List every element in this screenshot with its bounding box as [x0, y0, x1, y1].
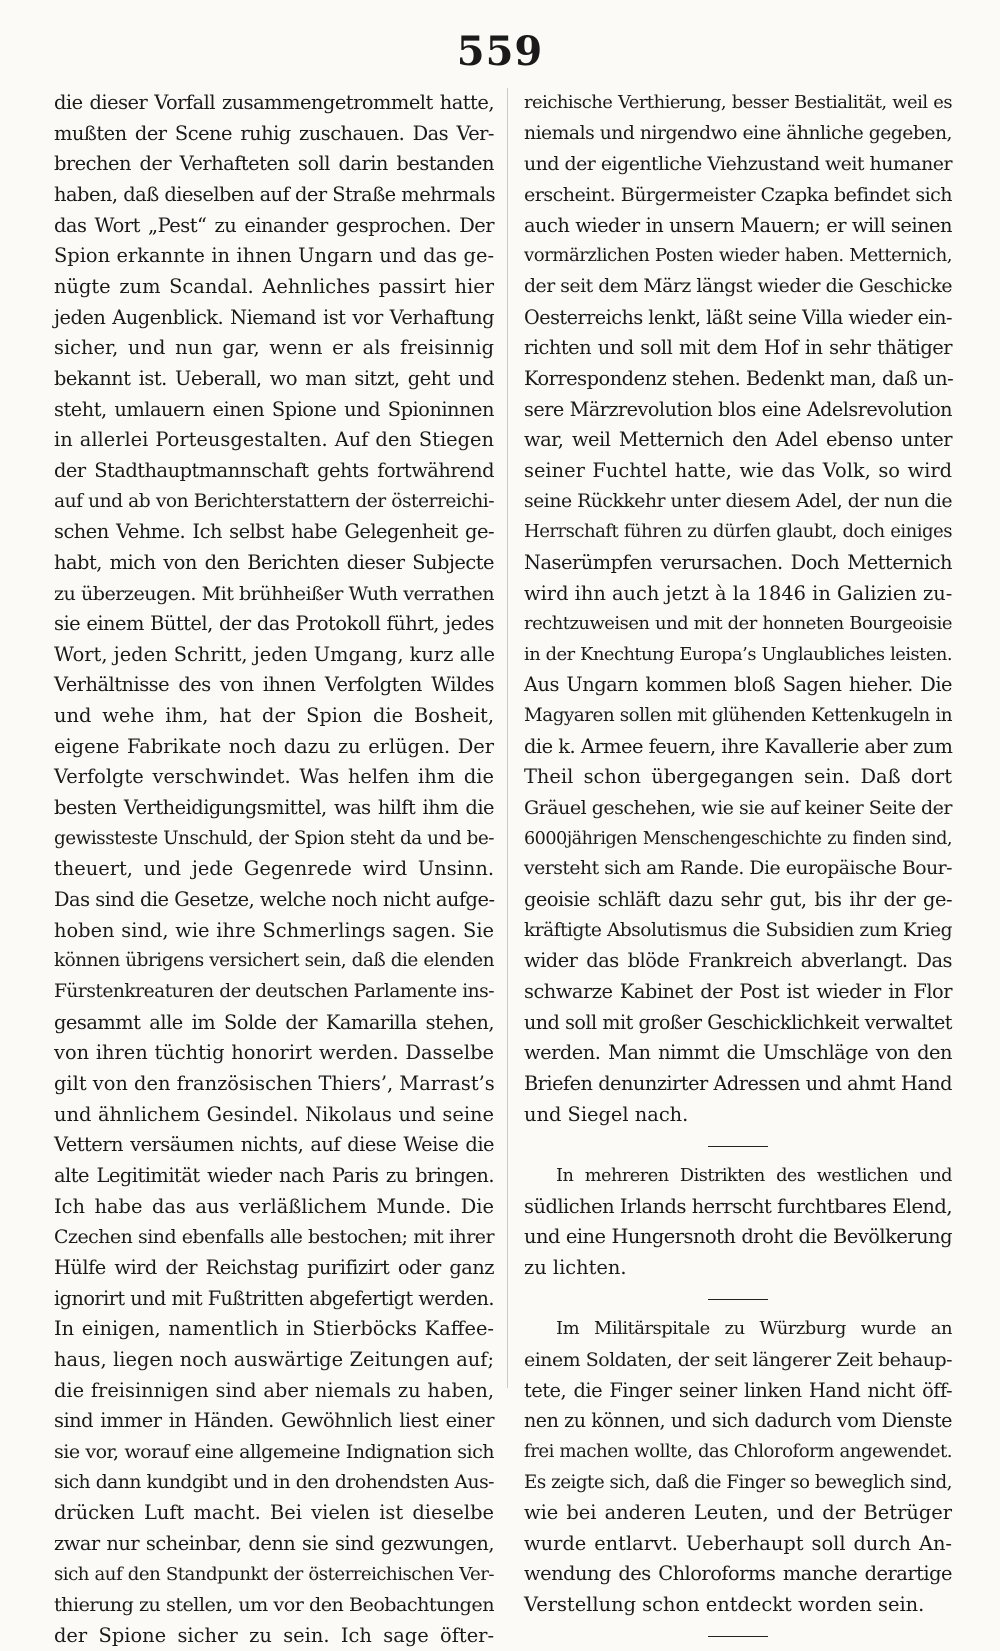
text-line: wie bei anderen Leuten, und der Betrüger [524, 1501, 952, 1525]
right-column [524, 88, 952, 1651]
text-line: Naserümpfen verursachen. Doch Metternich [524, 550, 952, 574]
text-line: nügte zum Scandal. Aehnliches passirt hier [54, 274, 494, 298]
text-line: Aus Ungarn kommen bloß Sagen hieher. Die [524, 673, 952, 697]
text-line: und wehe ihm, hat der Spion die Bosheit, [54, 704, 494, 728]
text-line: können übrigens versichert sein, daß die elenden [54, 950, 494, 972]
text-line: gesammt alle im Solde der Kamarilla stehen, [54, 1010, 494, 1034]
section-divider-rule [524, 1284, 952, 1315]
text-line: hoben sind, wie ihre Schmerlings sagen. Sie [54, 918, 494, 942]
text-line: der Stadthauptmannschaft gehts fortwährend [54, 458, 494, 482]
text-line: Verhältnisse des von ihnen Verfolgten Wildes [54, 673, 494, 697]
text-line: Magyaren sollen mit glühenden Kettenkugeln in [524, 705, 952, 727]
text-line: gewissteste Unschuld, der Spion steht da und be- [54, 827, 494, 849]
text-line: sich auf den Standpunkt der österreichischen Ver- [54, 1563, 494, 1585]
text-line: zu lichten. [524, 1255, 627, 1279]
text-line: schen Vehme. Ich selbst habe Gelegenheit ge- [54, 520, 494, 544]
text-line: die dieser Vorfall zusammengetrommelt hatte, [54, 91, 494, 114]
text-line: sie einem Büttel, der das Protokoll führt, jedes [54, 612, 494, 636]
text-line: Fürstenkreaturen der deutschen Parlamente ins- [54, 981, 494, 1003]
text-line: zu überzeugen. Mit brühheißer Wuth verrathen [54, 581, 494, 605]
text-line: wendung des Chloroforms manche derartige [524, 1562, 952, 1586]
text-line: theuert, und jede Gegenrede wird Unsinn. [54, 857, 494, 881]
text-line: in allerlei Porteusgestalten. Auf den Stiegen [54, 428, 494, 452]
text-line: gilt von den französischen Thiers’, Marrast’s [54, 1072, 495, 1095]
text-line: besten Vertheidigungsmittel, was hilft ihm die [54, 796, 494, 820]
text-line: Verstellung schon entdeckt worden sein. [524, 1593, 925, 1617]
text-line: war, weil Metternich den Adel ebenso unter [524, 428, 952, 452]
text-line: und Siegel nach. [524, 1102, 689, 1126]
text-line: richten und soll mit dem Hof in sehr thätiger [524, 336, 952, 360]
text-line: in der Knechtung Europa’s Unglaubliches leisten. [524, 643, 952, 665]
left-column [54, 88, 494, 1651]
text-line: und ähnlichem Gesindel. Nikolaus und seine [54, 1102, 494, 1126]
text-line: wird ihn auch jetzt à la 1846 in Galizien zu- [524, 581, 953, 605]
text-line: Theil schon übergegangen sein. Daß dort [524, 765, 952, 789]
column-divider [507, 88, 508, 1388]
section-divider-rule [524, 1621, 952, 1651]
text-line: In mehreren Distrikten des westlichen und [556, 1165, 952, 1186]
text-line: mußten der Scene ruhig zuschauen. Das Ver- [54, 121, 494, 145]
text-line: haben, daß dieselben auf der Straße mehrmals [54, 182, 496, 206]
text-line: tete, die Finger seiner linken Hand nicht öff- [524, 1378, 952, 1402]
text-line: südlichen Irlands herrscht furchtbares Elend, [524, 1194, 952, 1218]
text-line: Hülfe wird der Reichstag purifizirt oder ganz [54, 1255, 494, 1279]
text-line: und der eigentliche Viehzustand weit humaner [524, 153, 952, 176]
text-line: niemals und nirgendwo eine ähnliche gegeben, [524, 122, 952, 144]
text-line: Es zeigte sich, daß die Finger so beweglich sind, [524, 1471, 952, 1493]
text-line: der seit dem März längst wieder die Geschicke [524, 275, 952, 297]
text-line: Das sind die Gesetze, welche noch nicht aufge- [54, 888, 495, 912]
text-line: sind immer in Händen. Gewöhnlich liest einer [54, 1409, 494, 1433]
text-line: vormärzlichen Posten wieder haben. Metternich, [524, 245, 952, 267]
text-line: Czechen sind ebenfalls alle bestochen; mit ihrer [54, 1226, 494, 1249]
text-line: reichische Verthierung, besser Bestialität, weil es [524, 92, 952, 113]
text-line: drücken Luft macht. Bei vielen ist dieselbe [54, 1501, 494, 1525]
text-line: das Wort „Pest“ zu einander gesprochen. Der [54, 213, 494, 237]
page-number: 559 [456, 28, 544, 75]
text-line: und soll mit großer Geschicklichkeit verwaltet [524, 1010, 952, 1034]
text-line: seiner Fuchtel hatte, wie das Volk, so wird [524, 458, 952, 482]
text-line: Spion erkannte in ihnen Ungarn und das ge- [54, 244, 494, 268]
text-line: Ich habe das aus verläßlichem Munde. Die [54, 1194, 494, 1218]
text-line: sicher, und nun gar, wenn er als freisinnig [54, 336, 494, 360]
text-line: Gräuel geschehen, wie sie auf keiner Seite der [524, 797, 952, 820]
text-line: Wort, jeden Schritt, jeden Umgang, kurz alle [54, 642, 496, 666]
text-line: ignorirt und mit Fußtritten abgefertigt werden. [54, 1286, 494, 1310]
text-line: geoisie schläft dazu sehr gut, bis ihr der ge- [524, 888, 952, 912]
text-line: zwar nur scheinbar, denn sie sind gezwungen, [54, 1531, 494, 1555]
text-line: sie vor, worauf eine allgemeine Indignation sich [54, 1440, 494, 1463]
text-line: einem Soldaten, der seit längerer Zeit behaup- [524, 1348, 952, 1371]
text-line: bekannt ist. Ueberall, wo man sitzt, geht und [54, 366, 494, 390]
text-line: brechen der Verhafteten soll darin bestanden [54, 152, 494, 176]
text-line: sere Märzrevolution blos eine Adelsrevolution [524, 397, 952, 421]
text-line: eigene Fabrikate noch dazu zu erlügen. Der [54, 734, 494, 758]
text-line: habt, mich von den Berichten dieser Subjecte [54, 550, 494, 574]
text-line: Verfolgte verschwindet. Was helfen ihm die [54, 765, 494, 789]
text-line: wider das blöde Frankreich abverlangt. Das [524, 949, 952, 973]
text-line: die k. Armee feuern, ihre Kavallerie aber zum [524, 734, 953, 758]
text-line: Oesterreichs lenkt, läßt seine Villa wieder ein- [524, 305, 952, 329]
text-line: nen zu können, und sich dadurch vom Dienste [524, 1409, 952, 1433]
text-line: frei machen wollte, das Chloroform angewendet. [524, 1440, 952, 1462]
text-line: wurde entlarvt. Ueberhaupt soll durch An- [524, 1531, 952, 1555]
text-line: die freisinnigen sind aber niemals zu haben, [54, 1378, 494, 1402]
text-line: alte Legitimität wieder nach Paris zu bringen. [54, 1163, 494, 1187]
text-line: auf und ab von Berichterstattern der österreichi- [54, 490, 494, 512]
text-line: schwarze Kabinet der Post ist wieder in Flor [524, 980, 952, 1004]
text-line: auch wieder in unsern Mauern; er will seinen [524, 213, 952, 237]
text-line: Briefen denunzirter Adressen und ahmt Hand [524, 1072, 952, 1095]
text-line: jeden Augenblick. Niemand ist vor Verhaftung [54, 305, 494, 329]
text-line: und eine Hungersnoth droht die Bevölkerung [524, 1225, 952, 1249]
text-line: Herrschaft führen zu dürfen glaubt, doch einiges [524, 521, 952, 543]
text-line: versteht sich am Rande. Die europäische Bour- [524, 858, 952, 880]
text-line: seine Rückkehr unter diesem Adel, der nun die [524, 490, 952, 512]
text-line: sich dann kundgibt und in den drohendsten Aus- [54, 1471, 494, 1493]
text-line: Vettern versäumen nichts, auf diese Weise die [54, 1133, 494, 1157]
text-line: erscheint. Bürgermeister Czapka befindet sich [524, 183, 953, 206]
text-line: der Spione sicher zu sein. Ich sage öfter- [54, 1623, 494, 1647]
text-line: 6000jährigen Menschengeschichte zu finden sind, [524, 828, 952, 849]
text-line: haus, liegen noch auswärtige Zeitungen auf; [54, 1347, 494, 1371]
text-line: Korrespondenz stehen. Bedenkt man, daß un- [524, 366, 954, 390]
text-line: von ihren tüchtig honorirt werden. Dasselbe [54, 1041, 494, 1065]
text-line: rechtzuweisen und mit der honneten Bourgeoisie [524, 613, 952, 635]
section-divider-rule [524, 1130, 952, 1161]
text-line: In einigen, namentlich in Stierböcks Kaffee- [54, 1317, 494, 1341]
text-line: werden. Man nimmt die Umschläge von den [524, 1041, 952, 1065]
text-line: Im Militärspitale zu Würzburg wurde an [556, 1318, 952, 1340]
text-line: kräftigte Absolutismus die Subsidien zum Krieg [524, 919, 952, 941]
text-line: steht, umlauern einen Spione und Spioninnen [54, 397, 494, 421]
text-line: thierung zu stellen, um vor den Beobachtungen [54, 1593, 494, 1617]
